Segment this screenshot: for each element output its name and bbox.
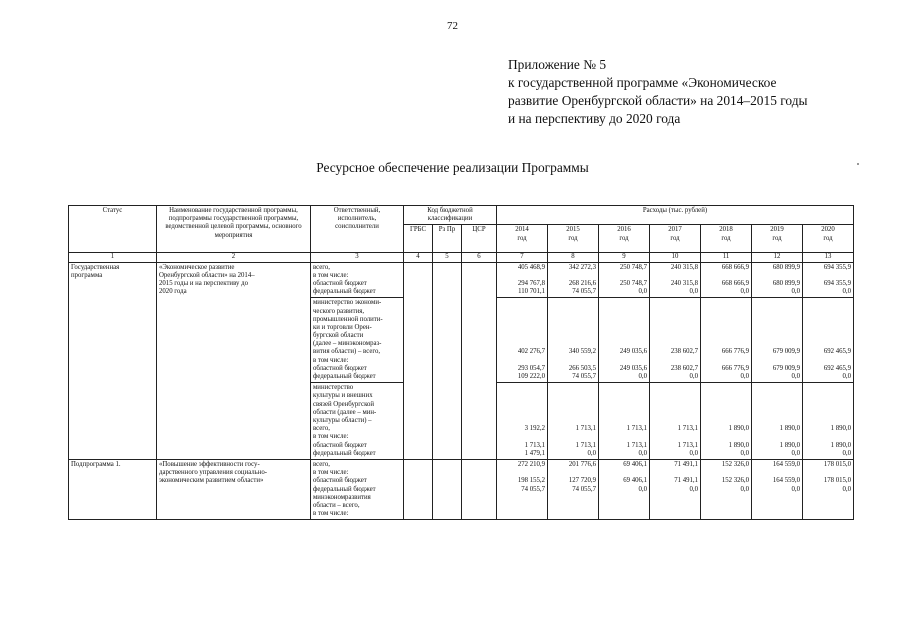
header-name: Наименование государственной программы, подпрограммы государственной программы, ведомственной целевой программы, основного мероприятия (157, 206, 311, 253)
header-grbs: ГРБС (404, 225, 433, 253)
column-number: 6 (462, 253, 497, 262)
header-responsible: Ответственный, исполнитель, соисполнители (311, 206, 404, 253)
value-cell: 666 776,9 666 776,9 0,0 (701, 298, 752, 383)
value-cell: 71 491,1 71 491,1 0,0 (650, 459, 701, 519)
value-cell: 272 210,9 198 155,2 74 055,7 (497, 459, 548, 519)
header-year: 2014 год (497, 225, 548, 253)
responsible-cell: министерство культуры и внешних связей Оренбургской области (далее – мин- культуры области) – всего, в том числе: областной бюджет федеральный бюджет (311, 383, 404, 460)
responsible-cell: всего, в том числе: областной бюджет федеральный бюджет минэкономразвития области – всего, в том числе: (311, 459, 404, 519)
column-number: 5 (433, 253, 462, 262)
column-number: 1 (69, 253, 157, 262)
value-cell: 680 899,9 680 899,9 0,0 (752, 262, 803, 298)
column-number: 3 (311, 253, 404, 262)
csr-cell (462, 459, 497, 519)
value-cell: 69 406,1 69 406,1 0,0 (599, 459, 650, 519)
program-name-cell: «Повышение эффективности госу- дарственного управления социально- экономическим развитием области» (157, 459, 311, 519)
grbs-cell (404, 262, 433, 459)
value-cell: 1 713,1 1 713,1 0,0 (599, 383, 650, 460)
scan-speck (857, 163, 859, 165)
value-cell: 201 776,6 127 720,9 74 055,7 (548, 459, 599, 519)
value-cell: 3 192,2 1 713,1 1 479,1 (497, 383, 548, 460)
header-year: 2017 год (650, 225, 701, 253)
value-cell: 342 272,3 268 216,6 74 055,7 (548, 262, 599, 298)
column-number: 2 (157, 253, 311, 262)
value-cell: 164 559,0 164 559,0 0,0 (752, 459, 803, 519)
page-number: 72 (447, 20, 458, 32)
program-name-cell: «Экономическое развитие Оренбургской области» на 2014– 2015 годы и на перспективу до 2020 года (157, 262, 311, 459)
header-rzpr: Рз Пр (433, 225, 462, 253)
header-year: 2018 год (701, 225, 752, 253)
value-cell: 402 276,7 293 054,7 109 222,0 (497, 298, 548, 383)
status-cell: Государственная программа (69, 262, 157, 459)
value-cell: 240 315,8 240 315,8 0,0 (650, 262, 701, 298)
table-row (69, 262, 854, 298)
header-expenses: Расходы (тыс. рублей) (497, 206, 854, 225)
header-year: 2016 год (599, 225, 650, 253)
value-cell: 249 035,6 249 035,6 0,0 (599, 298, 650, 383)
responsible-cell: всего, в том числе: областной бюджет федеральный бюджет (311, 262, 404, 298)
status-cell: Подпрограмма 1. (69, 459, 157, 519)
appendix-line: к государственной программе «Экономическое (508, 75, 777, 90)
column-number: 9 (599, 253, 650, 262)
header-csr: ЦСР (462, 225, 497, 253)
header-year: 2019 год (752, 225, 803, 253)
column-number: 13 (803, 253, 854, 262)
header-budget-code: Код бюджетной классификации (404, 206, 497, 225)
header-status: Статус (69, 206, 157, 253)
appendix-line: развитие Оренбургской области» на 2014–2015 годы (508, 93, 808, 108)
header-year: 2020 год (803, 225, 854, 253)
table-row (69, 459, 854, 519)
responsible-cell: министерство экономи- ческого развития, промышленной полити- ки и торговли Орен- бургской области (далее – минэкономраз- вития области) – всего, в том числе: областной бюджет федеральный бюджет (311, 298, 404, 383)
value-cell: 1 713,1 1 713,1 0,0 (650, 383, 701, 460)
rzpr-cell (433, 262, 462, 459)
value-cell: 178 015,0 178 015,0 0,0 (803, 459, 854, 519)
csr-cell (462, 262, 497, 459)
document-title: Ресурсное обеспечение реализации Программы (316, 160, 589, 175)
value-cell: 679 009,9 679 009,9 0,0 (752, 298, 803, 383)
appendix-line: и на перспективу до 2020 года (508, 111, 681, 126)
value-cell: 250 748,7 250 748,7 0,0 (599, 262, 650, 298)
value-cell: 1 890,0 1 890,0 0,0 (701, 383, 752, 460)
column-number-row (69, 253, 854, 262)
value-cell: 694 355,9 694 355,9 0,0 (803, 262, 854, 298)
value-cell: 692 465,9 692 465,9 0,0 (803, 298, 854, 383)
resource-table (68, 205, 854, 520)
value-cell: 238 602,7 238 602,7 0,0 (650, 298, 701, 383)
column-number: 4 (404, 253, 433, 262)
value-cell: 405 468,9 294 767,8 110 701,1 (497, 262, 548, 298)
column-number: 11 (701, 253, 752, 262)
value-cell: 152 326,0 152 326,0 0,0 (701, 459, 752, 519)
column-number: 10 (650, 253, 701, 262)
header-year: 2015 год (548, 225, 599, 253)
value-cell: 668 666,9 668 666,9 0,0 (701, 262, 752, 298)
appendix-line: Приложение № 5 (508, 57, 607, 72)
value-cell: 1 890,0 1 890,0 0,0 (803, 383, 854, 460)
appendix-heading (508, 56, 808, 128)
value-cell: 1 890,0 1 890,0 0,0 (752, 383, 803, 460)
value-cell: 1 713,1 1 713,1 0,0 (548, 383, 599, 460)
column-number: 7 (497, 253, 548, 262)
column-number: 12 (752, 253, 803, 262)
column-number: 8 (548, 253, 599, 262)
value-cell: 340 559,2 266 503,5 74 055,7 (548, 298, 599, 383)
grbs-cell (404, 459, 433, 519)
rzpr-cell (433, 459, 462, 519)
